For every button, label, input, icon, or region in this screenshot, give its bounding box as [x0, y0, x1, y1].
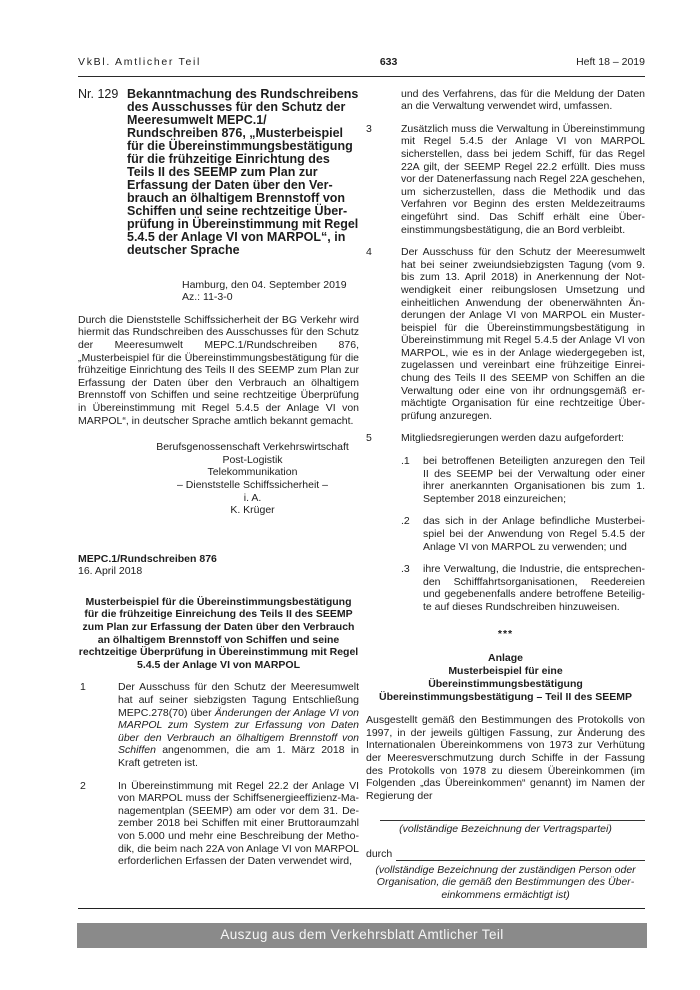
- left-column: [78, 88, 359, 902]
- notice-title-block: [78, 88, 359, 257]
- fill-in-line: [380, 820, 645, 821]
- paragraph-number: 4: [366, 246, 372, 259]
- paragraph-text: Mitgliedsregierungen werden dazu aufgefordert:: [401, 432, 624, 445]
- signature-org-line: Berufsgenossenschaft Verkehrswirtschaft: [156, 441, 349, 454]
- numbered-paragraph-5: [366, 432, 645, 445]
- right-column: [366, 88, 645, 902]
- signature-org-line: Post-Logistik: [222, 453, 283, 466]
- sub-paragraph-number: .3: [401, 563, 410, 576]
- annex-heading-line: Musterbeispiel für eine: [448, 665, 563, 678]
- annex-heading-line: Anlage: [487, 652, 523, 665]
- paragraph-text: In Übereinstimmung mit Regel 22.2 der Anlage VI von MARPOL muss der Schiffsenergieeffizienz-Managementplan (SEEMP) am oder vor dem 31. Dezember 2018 bei Schiffen mit einer Bruttoraumzahl von 5.000 und mehr eine Beschreibung der Methodik, die beim nach 22A von Anlage VI von MARPOL erforderlichen Erfassen der Daten verwendet wird,: [118, 779, 359, 868]
- page-header: [78, 56, 645, 77]
- annex-heading: [366, 652, 645, 704]
- numbered-paragraph-1: [78, 681, 359, 769]
- paragraph-text: Der Ausschuss für den Schutz der Meeresumwelt hat bei seiner zweiundsiebzigsten Tagung (vom 9. bis zum 13. April 2018) in Anerkennung der Notwendigkeit einer reibungslosen Umsetzung und einheitlichen Anwendung der obenerwähnten Änderungen der Anlage VI von MARPOL ein Musterbeispiel für die Übereinstimmungsbestätigung in Übereinstimmung mit Regel 5.4.5 der Anlage VI von MARPOL, wie es in der Anlage wiedergegeben ist, zugelassen und vereinbart eine frühzeitige Einreichung des Teils II des SEEMP von Schiffen an die Verwaltung oder eine von ihr ordnungsgemäß ermächtigte Organisation für eine rechtzeitige Überprüfung anzuregen.: [401, 246, 645, 422]
- fill-in-caption-party: (vollständige Bezeichnung der Vertragspartei): [399, 823, 612, 836]
- durch-label: durch: [366, 847, 393, 860]
- header-section-title: VkBl. Amtlicher Teil: [78, 56, 202, 68]
- durch-fill-in-row: [366, 848, 645, 861]
- two-column-layout: [78, 88, 645, 902]
- page-number: 633: [379, 56, 398, 68]
- paragraph-text-after: angenommen, die am 1. März 2018 in Kraft getreten ist.: [118, 744, 359, 769]
- sub-paragraph-2: [366, 515, 645, 553]
- header-issue-label: Heft 18 – 2019: [576, 56, 645, 68]
- dateline-block: [182, 279, 359, 304]
- signature-org-line: Telekommunikation: [207, 466, 298, 479]
- subject-heading: Musterbeispiel für die Übereinstimmungsbestätigung für die frühzeitige Einreichung des Teils II des SEEMP zum Plan zur Erfassung der Daten über den Verbrauch an ölhaltigem Brennstoff von Schiffen und seine rechtzeitige Überprüfung in Übereinstimmung mit Regel 5.4.5 der Anlage VI von MARPOL: [78, 595, 359, 671]
- sub-paragraph-text: ihre Verwaltung, die Industrie, die entsprechenden Schifffahrtsorganisationen, Reedereien und gegebenenfalls andere betroffene Beteiligte auf dieses Rundschreiben hinzuweisen.: [423, 563, 645, 613]
- footer-bar: [77, 923, 647, 948]
- issued-paragraph: Ausgestellt gemäß den Bestimmungen des Protokolls von 1997, in der jeweils gültigen Fassung, zur Änderung des Internationalen Übereinkommens von 1973 zur Verhütung der Meeresverschmutzung durch Schiffe in der Fassung des Protokolls von 1978 zu diesem Übereinkommen (im Folgenden „das Übereinkommen“ genannt) im Namen der Regierung der: [366, 714, 645, 802]
- annex-heading-line: Übereinstimmungsbestätigung: [428, 678, 583, 691]
- sub-paragraph-3: [366, 563, 645, 613]
- paragraph-text-before: Der Ausschuss für den Schutz der Meeresumwelt hat auf seiner siebzigsten Tagung Entschließung MEPC.278(70) über: [118, 681, 359, 719]
- annex-heading-line: Übereinstimmungsbestätigung – Teil II des SEEMP: [378, 691, 633, 704]
- fill-in-line: [396, 849, 645, 861]
- fill-in-caption-person: (vollständige Bezeichnung der zuständigen Person oder Organisation, die gemäß den Bestimmungen des Übereinkommens ermächtigt ist): [375, 863, 636, 901]
- numbered-paragraph-3: [366, 123, 645, 236]
- numbered-paragraph-4: [366, 246, 645, 422]
- sub-paragraph-1: [366, 455, 645, 505]
- paragraph-text: Zusätzlich muss die Verwaltung in Übereinstimmung mit Regel 5.4.5 der Anlage VI von MARPOL sicherstellen, dass bei jedem Schiff, für das Regel 22A gilt, der SEEMP Regel 22.2 erfüllt. Dies muss vor der Datenerfassung nach Regel 22A geschehen, um sicherzustellen, dass die Methodik und das Verfahren vor Beginn des ersten Meldezeitraums eingeführt sind. Das Schiff erhält eine Übereinstimmungsbestätigung, die an Bord verbleibt.: [401, 122, 645, 236]
- continuation-paragraph: und des Verfahrens, das für die Meldung der Daten an die Verwaltung verwendet wird, umfassen.: [401, 87, 645, 113]
- circular-date: 16. April 2018: [78, 565, 143, 578]
- announcement-paragraph: Durch die Dienststelle Schiffssicherheit der BG Verkehr wird hiermit das Rundschreiben des Ausschusses für den Schutz der Meeresumwelt MEPC.1/Rundschreiben 876, „Musterbeispiel für die Übereinstimmungsbestätigung für die frühzeitige Einrichtung des Teils II des SEEMP zum Plan zur Erfassung der Daten über den Verbrauch an ölhaltigem Brennstoff von Schiffen und seine rechtzeitige Überprüfung in Übereinstimmung mit Regel 5.4.5 der Anlage VI von MARPOL“, in deutscher Sprache amtlich bekannt gemacht.: [78, 313, 359, 427]
- page-content: [78, 56, 645, 901]
- sub-paragraph-number: .1: [401, 455, 410, 468]
- file-reference: Az.: 11-3-0: [182, 291, 233, 304]
- signature-name: K. Krüger: [230, 504, 275, 517]
- sub-paragraph-text: bei betroffenen Beteiligten anzuregen den Teil II des SEEMP bei der Verwaltung oder einer ihrer anerkannten Organisationen bis zum 1. September 2018 einzureichen;: [423, 455, 645, 505]
- notice-number: Nr. 129: [78, 86, 119, 101]
- circular-reference-block: [78, 553, 359, 578]
- numbered-paragraph-2: [78, 780, 359, 868]
- signature-org-line: – Dienststelle Schiffssicherheit –: [177, 478, 328, 491]
- footer-text: Auszug aus dem Verkehrsblatt Amtlicher Teil: [220, 927, 504, 943]
- paragraph-number: 1: [80, 681, 86, 694]
- paragraph-number: 2: [80, 779, 86, 792]
- circular-reference: MEPC.1/Rundschreiben 876: [78, 552, 217, 565]
- bottom-rule: [78, 908, 645, 909]
- paragraph-text-italic: Änderungen der Anlage VI von MARPOL zum System zur Erfassung von Daten über den Verbrauch an ölhaltigem Brennstoff von Schiffen: [118, 706, 360, 757]
- sub-paragraph-text: das sich in der Anlage befindliche Musterbeispiel bei der Anwendung von Regel 5.4.5 der Anlage VI von MARPOL zu verwenden; und: [423, 515, 645, 553]
- dateline: Hamburg, den 04. September 2019: [182, 278, 347, 291]
- sub-paragraph-number: .2: [401, 515, 410, 528]
- notice-title: Bekanntmachung des Rundschreibens des Ausschusses für den Schutz der Meeresumwelt MEPC.1/ Rundschreiben 876, „Musterbeispiel für die Übereinstimmungsbestätigung für die frühzeitige Einrichtung des Teils II des SEEMP zum Plan zur Erfassung der Daten über den Verbrauch an ölhaltigem Brennstoff von Schiffen und seine rechtzeitige Überprüfung in Übereinstimmung mit Regel 5.4.5 der Anlage VI von MARPOL“, in deutscher Sprache: [127, 86, 359, 257]
- section-separator: ***: [497, 627, 514, 640]
- signature-ia: i. A.: [243, 491, 262, 504]
- paragraph-number: 3: [366, 122, 372, 135]
- signature-block: [146, 441, 359, 517]
- paragraph-number: 5: [366, 432, 372, 445]
